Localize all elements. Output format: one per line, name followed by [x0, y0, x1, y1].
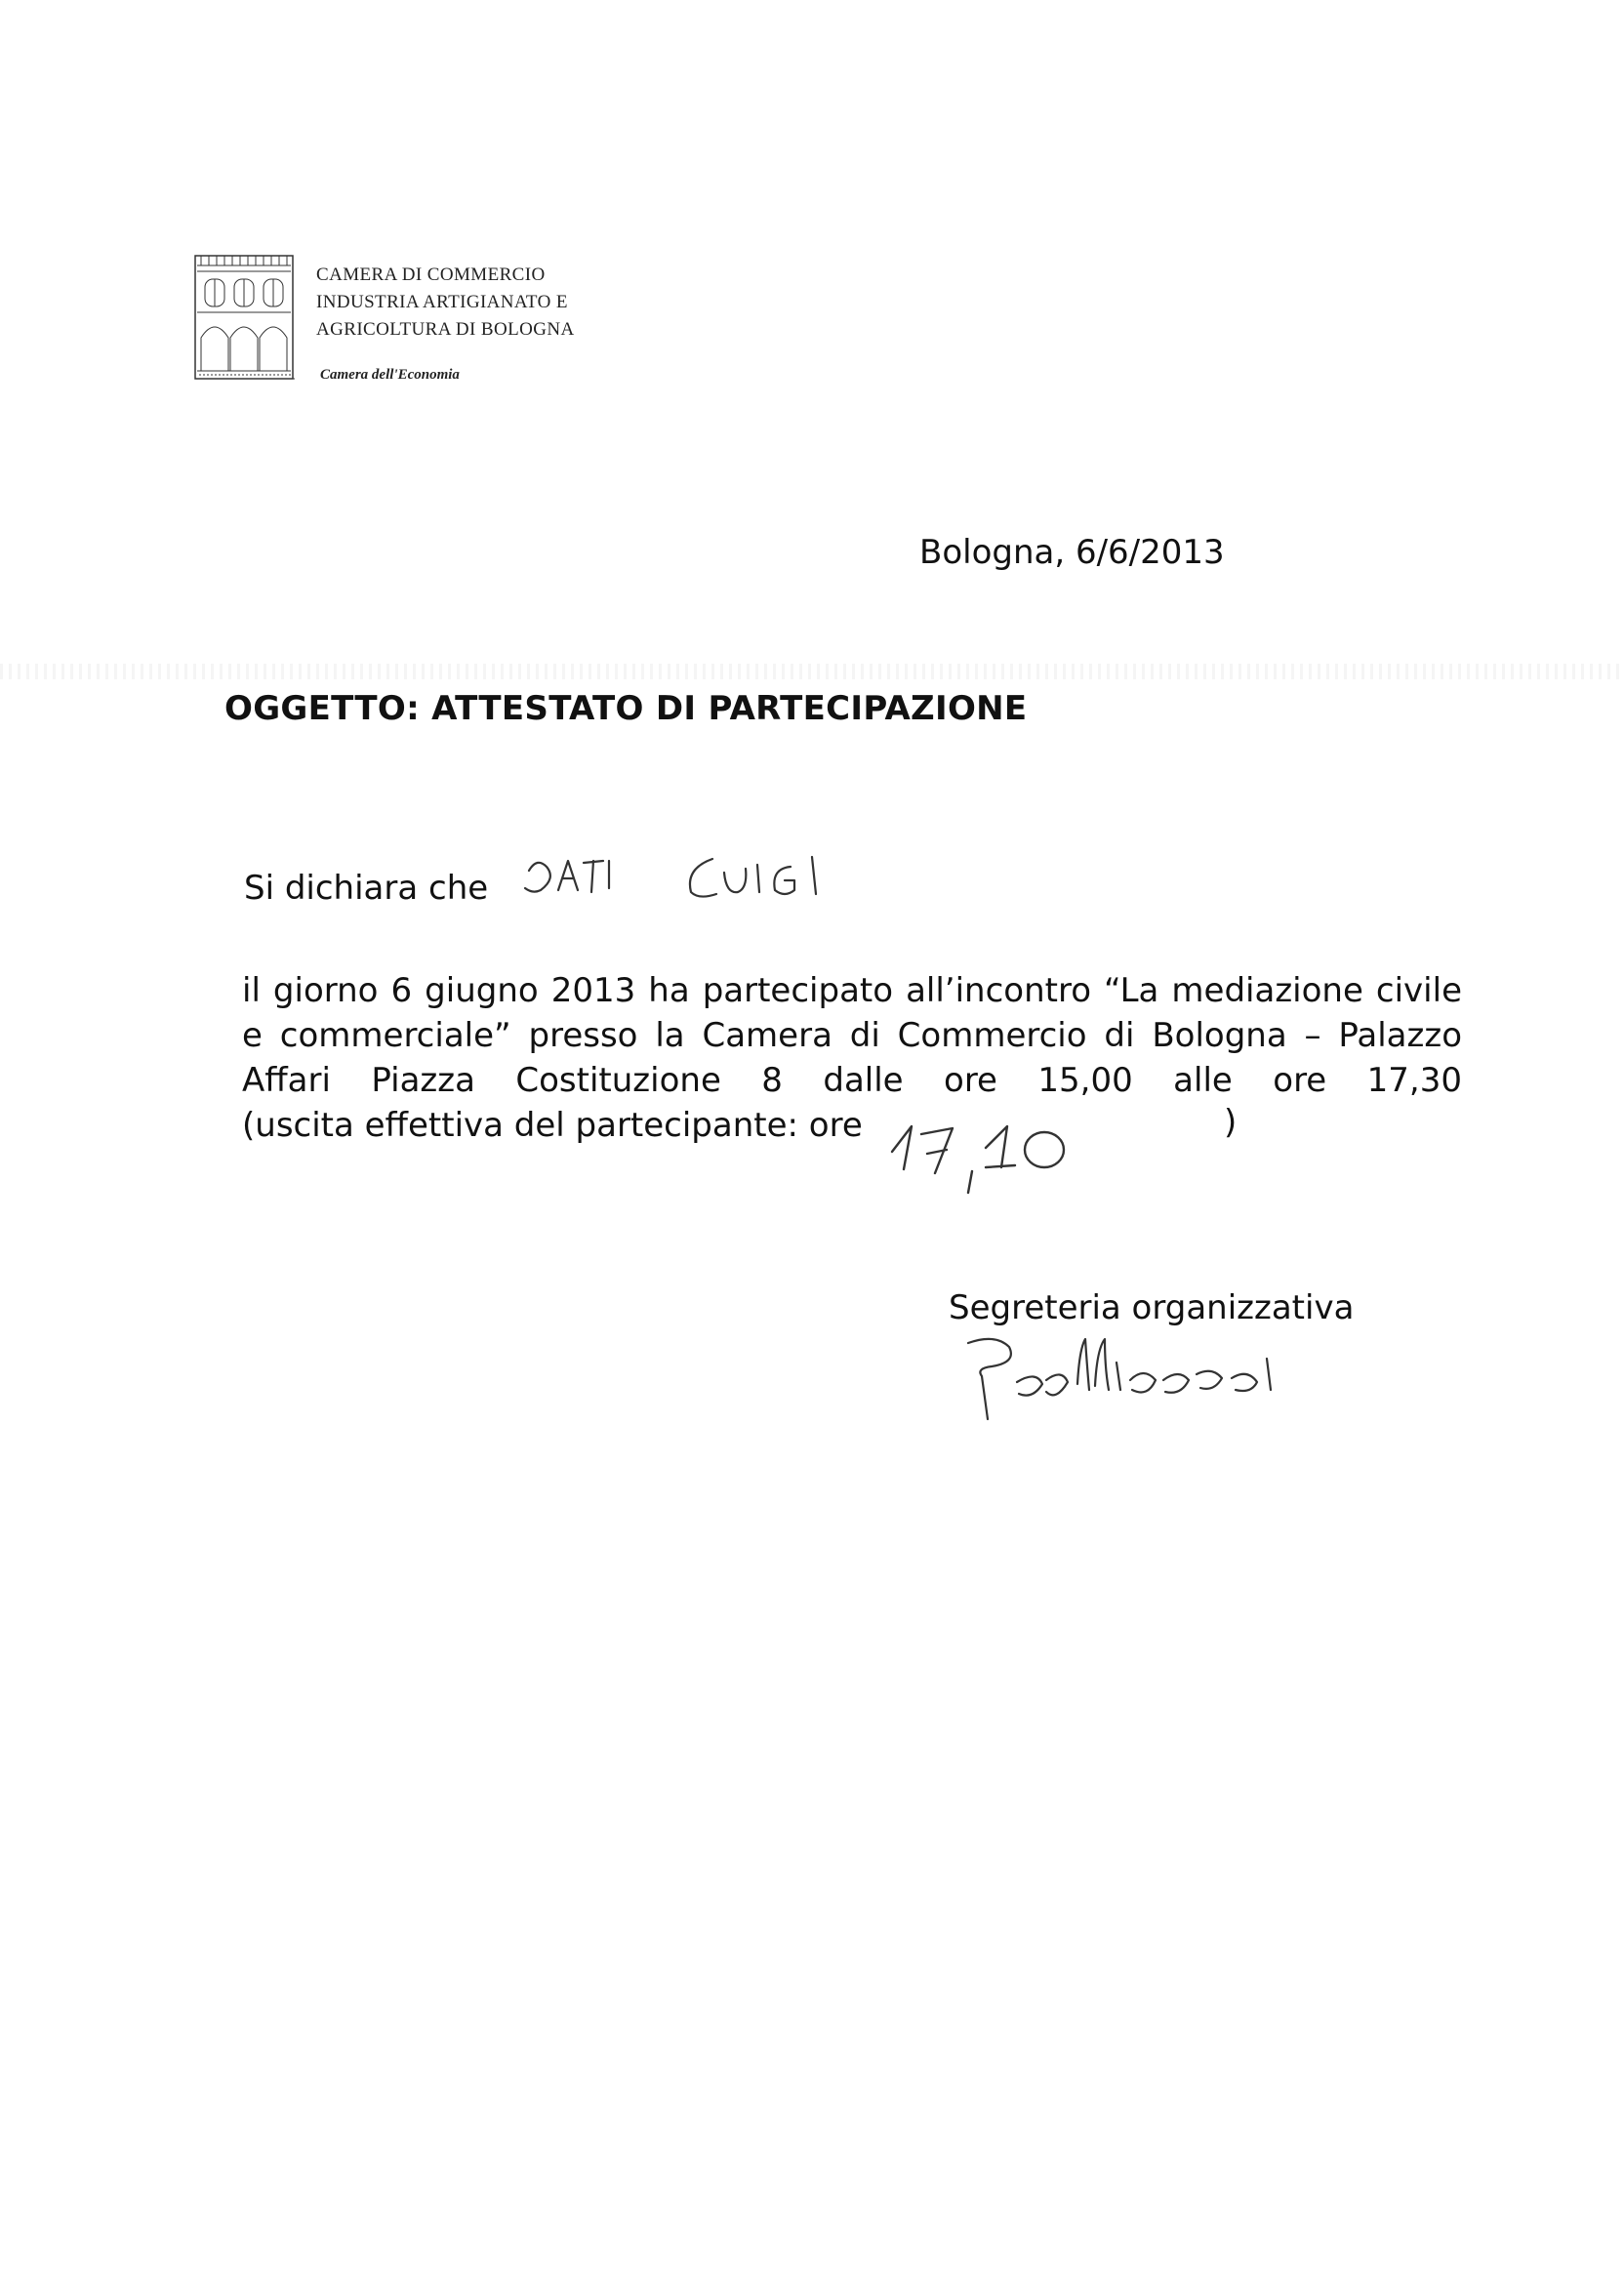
attendance-paragraph: [242, 968, 1462, 1148]
chamber-building-logo: [193, 252, 301, 388]
closing-parenthesis: ): [1224, 1103, 1238, 1142]
document-date: Bologna, 6/6/2013: [919, 533, 1225, 572]
handwritten-exit-time: [878, 1113, 1132, 1201]
paragraph-line-4: (uscita effettiva del partecipante: ore: [242, 1106, 863, 1145]
organization-tagline: Camera dell'Economia: [320, 367, 460, 383]
handwritten-signature: [949, 1329, 1378, 1427]
org-line-3: AGRICOLTURA DI BOLOGNA: [316, 319, 575, 340]
declaration-label: Si dichiara che: [244, 869, 489, 908]
paragraph-line-3: Affari Piazza Costituzione 8 dalle ore 15,00 alle ore 17,30: [242, 1061, 1462, 1100]
paragraph-line-1: il giorno 6 giugno 2013 ha partecipato all’incontro “La mediazione civile: [242, 971, 1462, 1010]
scan-artifact: [0, 664, 1624, 679]
secretariat-label: Segreteria organizzativa: [949, 1288, 1355, 1327]
organization-name: [316, 262, 575, 344]
signature-text: Pedelliccioni: [949, 1329, 955, 1330]
handwritten-participant-name: [508, 839, 917, 917]
paragraph-line-2: e commerciale” presso la Camera di Commercio di Bologna – Palazzo: [242, 1016, 1462, 1055]
org-line-1: CAMERA DI COMMERCIO: [316, 265, 546, 285]
org-line-2: INDUSTRIA ARTIGIANATO E: [316, 292, 568, 312]
document-subject: OGGETTO: ATTESTATO DI PARTECIPAZIONE: [224, 689, 1028, 728]
